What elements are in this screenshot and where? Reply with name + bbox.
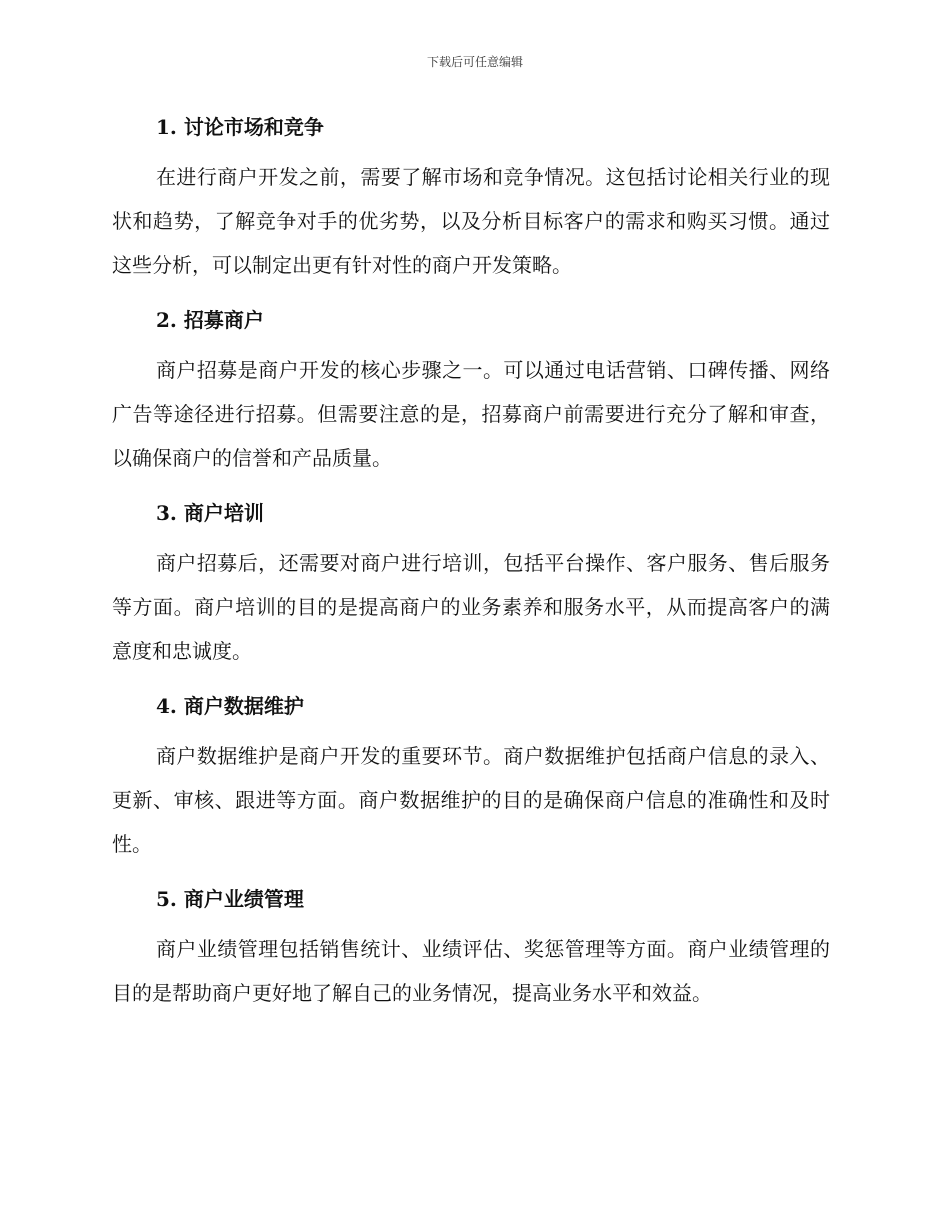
section-paragraph: 商户业绩管理包括销售统计、业绩评估、奖惩管理等方面。商户业绩管理的目的是帮助商户更好地了解自己的业务情况，提高业务水平和效益。 [112, 937, 830, 1005]
section-heading: 3. 商户培训 [156, 501, 264, 525]
section-recruit-merchants [112, 305, 830, 480]
page-header: 下载后可任意编辑 [426, 55, 523, 69]
document-body [112, 112, 830, 1033]
section-merchant-training [112, 498, 830, 673]
section-heading: 4. 商户数据维护 [156, 694, 304, 718]
section-paragraph: 商户数据维护是商户开发的重要环节。商户数据维护包括商户信息的录入、更新、审核、跟进等方面。商户数据维护的目的是确保商户信息的准确性和及时性。 [112, 744, 830, 856]
section-paragraph: 商户招募后，还需要对商户进行培训，包括平台操作、客户服务、售后服务等方面。商户培训的目的是提高商户的业务素养和服务水平，从而提高客户的满意度和忠诚度。 [112, 551, 830, 663]
section-paragraph: 商户招募是商户开发的核心步骤之一。可以通过电话营销、口碑传播、网络广告等途径进行招募。但需要注意的是，招募商户前需要进行充分了解和审查，以确保商户的信誉和产品质量。 [112, 358, 830, 470]
section-market-competition [112, 112, 830, 287]
section-performance-management [112, 884, 830, 1015]
section-heading: 5. 商户业绩管理 [156, 887, 304, 911]
section-paragraph: 在进行商户开发之前，需要了解市场和竞争情况。这包括讨论相关行业的现状和趋势，了解竞争对手的优劣势，以及分析目标客户的需求和购买习惯。通过这些分析，可以制定出更有针对性的商户开发策略。 [112, 165, 830, 277]
section-heading: 1. 讨论市场和竞争 [156, 115, 324, 139]
section-heading: 2. 招募商户 [156, 308, 264, 332]
section-merchant-data [112, 691, 830, 866]
